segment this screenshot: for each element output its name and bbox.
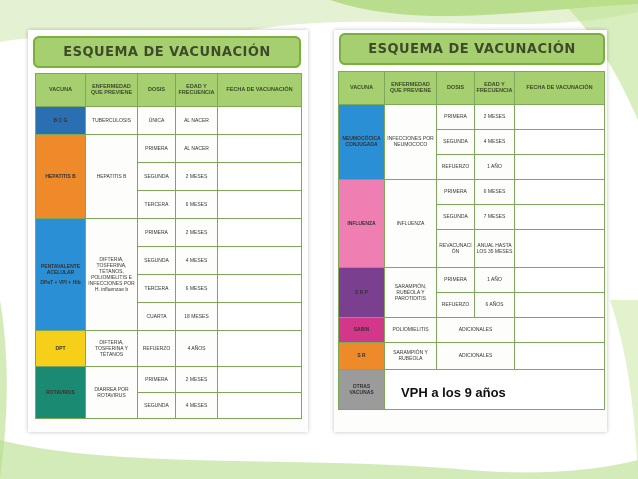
age-cell: 6 AÑOS	[475, 293, 515, 318]
vaccine-sr: S R	[339, 343, 385, 370]
age-cell: 6 MESES	[176, 191, 218, 219]
date-input-cell[interactable]	[515, 343, 605, 370]
date-input-cell[interactable]	[515, 230, 605, 268]
dose-cell: SEGUNDA	[437, 205, 475, 230]
table-row	[36, 107, 302, 135]
date-input-cell[interactable]	[515, 318, 605, 343]
disease-cell: DIFTERIA, TOSFERINA, TÉTANOS, POLIOMIELITIS E INFECCIONES POR H. influenzae b	[86, 219, 138, 331]
vaccination-table-left	[35, 73, 302, 419]
col-fecha: FECHA DE VACUNACIÓN	[218, 74, 302, 107]
dose-cell: PRIMERA	[437, 180, 475, 205]
age-cell: 4 MESES	[176, 393, 218, 419]
dose-cell: PRIMERA	[437, 105, 475, 130]
table-row	[36, 331, 302, 367]
dose-cell: REFUERZO	[437, 155, 475, 180]
disease-cell: DIFTERIA, TOSFERINA Y TÉTANOS	[86, 331, 138, 367]
dose-cell: SEGUNDA	[437, 130, 475, 155]
date-input-cell[interactable]	[218, 163, 302, 191]
table-row	[36, 135, 302, 163]
header-row	[339, 72, 605, 105]
table-row	[36, 219, 302, 247]
date-input-cell[interactable]	[515, 293, 605, 318]
dose-cell: REVACUNACIÓN	[437, 230, 475, 268]
disease-cell: DIARREA POR ROTAVIRUS	[86, 367, 138, 419]
date-input-cell[interactable]	[218, 275, 302, 303]
date-input-cell[interactable]	[218, 393, 302, 419]
vaccine-neumococica: NEUMOCÓCICA CONJUGADA	[339, 105, 385, 180]
table-row	[339, 318, 605, 343]
col-edad: EDAD Y FRECUENCIA	[176, 74, 218, 107]
vaccine-pentavalente	[36, 219, 86, 331]
dose-cell: PRIMERA	[437, 268, 475, 293]
date-input-cell[interactable]	[218, 247, 302, 275]
vaccine-rotavirus: ROTAVIRUS	[36, 367, 86, 419]
age-cell: 2 MESES	[475, 105, 515, 130]
age-cell: 7 MESES	[475, 205, 515, 230]
date-input-cell[interactable]	[218, 107, 302, 135]
table-row	[36, 367, 302, 393]
schedule-card-left	[28, 30, 308, 432]
age-cell: 6 MESES	[176, 275, 218, 303]
col-dosis: DOSIS	[138, 74, 176, 107]
vaccine-sabin: SABIN	[339, 318, 385, 343]
age-cell: AL NACER	[176, 107, 218, 135]
date-input-cell[interactable]	[218, 331, 302, 367]
card-title: ESQUEMA DE VACUNACIÓN	[33, 36, 301, 68]
vaccine-subname: DPaT + VPI + Hib	[40, 279, 81, 286]
age-cell: 6 MESES	[475, 180, 515, 205]
col-vacuna: VACUNA	[339, 72, 385, 105]
date-input-cell[interactable]	[218, 219, 302, 247]
dose-cell: PRIMERA	[138, 219, 176, 247]
dose-cell: SEGUNDA	[138, 163, 176, 191]
disease-cell: HEPATITIS B	[86, 135, 138, 219]
dose-cell: PRIMERA	[138, 135, 176, 163]
card-title: ESQUEMA DE VACUNACIÓN	[339, 33, 605, 65]
table-row	[339, 180, 605, 205]
date-input-cell[interactable]	[218, 135, 302, 163]
col-vacuna: VACUNA	[36, 74, 86, 107]
col-edad: EDAD Y FRECUENCIA	[475, 72, 515, 105]
vaccine-hepatitis-b: HEPATITIS B	[36, 135, 86, 219]
date-input-cell[interactable]	[515, 130, 605, 155]
dose-cell: ÚNICA	[138, 107, 176, 135]
age-cell: AL NACER	[176, 135, 218, 163]
dose-cell: CUARTA	[138, 303, 176, 331]
disease-cell: INFECCIONES POR NEUMOCOCO	[385, 105, 437, 180]
date-input-cell[interactable]	[515, 155, 605, 180]
age-cell: 1 AÑO	[475, 155, 515, 180]
dose-cell: REFUERZO	[437, 293, 475, 318]
age-cell: 4 MESES	[176, 247, 218, 275]
date-input-cell[interactable]	[515, 205, 605, 230]
dose-cell: ADICIONALES	[437, 318, 515, 343]
disease-cell: SARAMPIÓN Y RUBÉOLA	[385, 343, 437, 370]
age-cell: ANUAL HASTA LOS 35 MESES	[475, 230, 515, 268]
dose-cell: TERCERA	[138, 275, 176, 303]
vaccine-otras: OTRAS VACUNAS	[339, 370, 385, 410]
vaccine-srp: S R P	[339, 268, 385, 318]
schedule-card-right	[334, 30, 607, 432]
disease-cell: INFLUENZA	[385, 180, 437, 268]
vaccine-influenza: INFLUENZA	[339, 180, 385, 268]
col-dosis: DOSIS	[437, 72, 475, 105]
dose-cell: SEGUNDA	[138, 393, 176, 419]
age-cell: 4 AÑOS	[176, 331, 218, 367]
date-input-cell[interactable]	[515, 268, 605, 293]
date-input-cell[interactable]	[218, 191, 302, 219]
vaccine-dpt: DPT	[36, 331, 86, 367]
vaccine-name: PENTAVALENTE ACELULAR	[40, 263, 81, 276]
vaccination-table-right	[338, 71, 605, 410]
date-input-cell[interactable]	[218, 303, 302, 331]
table-row	[339, 268, 605, 293]
vph-note: VPH a los 9 años	[401, 385, 506, 400]
disease-cell: SARAMPIÓN, RUBÉOLA Y PAROTIDITIS	[385, 268, 437, 318]
disease-cell: POLIOMIELITIS	[385, 318, 437, 343]
date-input-cell[interactable]	[515, 180, 605, 205]
dose-cell: PRIMERA	[138, 367, 176, 393]
age-cell: 2 MESES	[176, 219, 218, 247]
dose-cell: ADICIONALES	[437, 343, 515, 370]
age-cell: 18 MESES	[176, 303, 218, 331]
vaccine-bcg: B C G	[36, 107, 86, 135]
date-input-cell[interactable]	[515, 105, 605, 130]
table-row	[339, 105, 605, 130]
age-cell: 2 MESES	[176, 367, 218, 393]
table-row	[339, 343, 605, 370]
age-cell: 1 AÑO	[475, 268, 515, 293]
dose-cell: SEGUNDA	[138, 247, 176, 275]
age-cell: 4 MESES	[475, 130, 515, 155]
header-row	[36, 74, 302, 107]
col-enfermedad: ENFERMEDAD QUE PREVIENE	[86, 74, 138, 107]
col-enfermedad: ENFERMEDAD QUE PREVIENE	[385, 72, 437, 105]
dose-cell: REFUERZO	[138, 331, 176, 367]
disease-cell: TUBERCULOSIS	[86, 107, 138, 135]
age-cell: 2 MESES	[176, 163, 218, 191]
col-fecha: FECHA DE VACUNACIÓN	[515, 72, 605, 105]
dose-cell: TERCERA	[138, 191, 176, 219]
date-input-cell[interactable]	[218, 367, 302, 393]
